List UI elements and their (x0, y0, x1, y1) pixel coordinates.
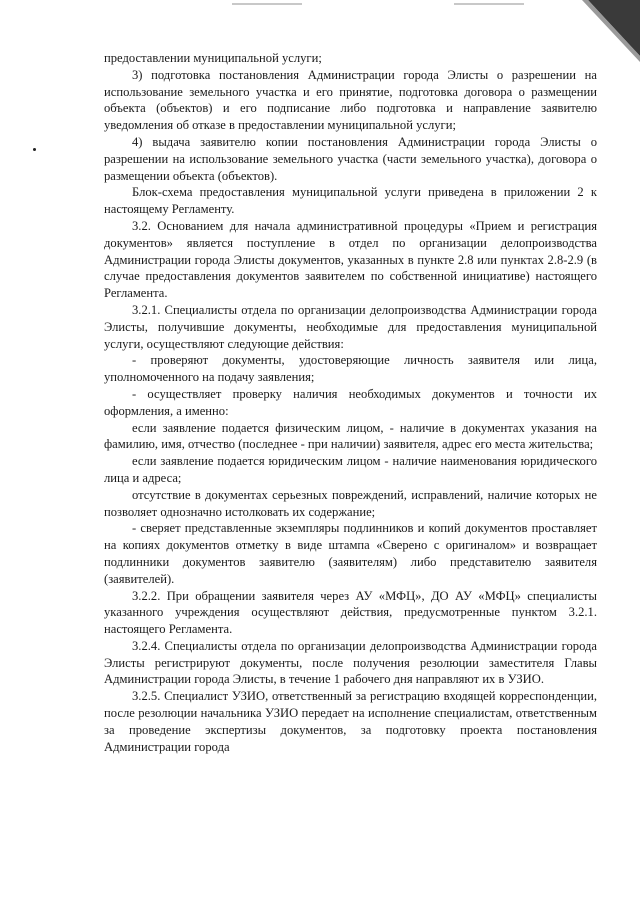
paragraph: 3.2.5. Специалист УЗИО, ответственный за регистрацию входящей корреспонденции, после резолюции начальника УЗИО передает на исполнение специалистам, ответственным за проведение экспертизы документов, за подготовку проекта постановления Администрации города (104, 689, 597, 754)
paragraph: - сверяет представленные экземпляры подлинников и копий документов проставляет на копиях документов отметку в виде штампа «Сверено с оригиналом» и возвращает подлинники документов заявителю (заявителям) либо представителю заявителя (заявителей). (104, 521, 597, 586)
paragraph: - проверяют документы, удостоверяющие личность заявителя или лица, уполномоченного на подачу заявления; (104, 353, 597, 385)
scan-artifact-top-right (454, 3, 524, 5)
scan-dot (33, 148, 36, 151)
paragraph: если заявление подается юридическим лицом - наличие наименования юридического лица и адреса; (104, 454, 597, 485)
scan-artifact-top-left (232, 3, 302, 5)
paragraph: 4) выдача заявителю копии постановления Администрации города Элисты о разрешении на использование земельного участка (части земельного участка), договора о размещении объекта (объектов). (104, 134, 597, 183)
paragraph: 3.2.2. При обращении заявителя через АУ «МФЦ», ДО АУ «МФЦ» специалисты указанного учреждения осуществляют действия, предусмотренные пунктом 3.2.1. настоящего Регламента. (104, 588, 597, 637)
paragraph: 3) подготовка постановления Администрации города Элисты о разрешении на использование земельного участка и его принятие, подготовка договора о размещении объекта (объектов) и его подписание либо подготовка и направление заявителю уведомления об отказе в предоставлении муниципальной услуги; (104, 67, 597, 133)
paragraph: если заявление подается физическим лицом, - наличие в документах указания на фамилию, имя, отчество (последнее - при наличии) заявителя, адрес его места жительства; (104, 420, 597, 452)
paragraph: предоставлении муниципальной услуги; (104, 51, 322, 65)
paragraph: 3.2.1. Специалисты отдела по организации делопроизводства Администрации города Элисты, получившие документы, необходимые для предоставления муниципальной услуги, осуществляют следующие действия: (104, 302, 597, 351)
paragraph: отсутствие в документах серьезных повреждений, исправлений, наличие которых не позволяет однозначно истолковать их содержание; (104, 487, 597, 519)
document-page (104, 50, 597, 755)
paragraph: - осуществляет проверку наличия необходимых документов и точности их оформления, а именно: (104, 386, 597, 418)
paragraph: 3.2. Основанием для начала административной процедуры «Прием и регистрация документов» является поступление в отдел по организации делопроизводства Администрации города Элисты документов, указанных в пункте 2.8 или пунктах 2.8-2.9 (в случае предоставления документов заявителем по собственной инициативе) настоящего Регламента. (104, 218, 597, 301)
paragraph: Блок-схема предоставления муниципальной услуги приведена в приложении 2 к настоящему Регламенту. (104, 185, 597, 217)
paragraph: 3.2.4. Специалисты отдела по организации делопроизводства Администрации города Элисты регистрируют документы, после получения резолюции заместителя Главы Администрации города Элисты, в течение 1 рабочего дня направляют их в УЗИО. (104, 638, 597, 687)
